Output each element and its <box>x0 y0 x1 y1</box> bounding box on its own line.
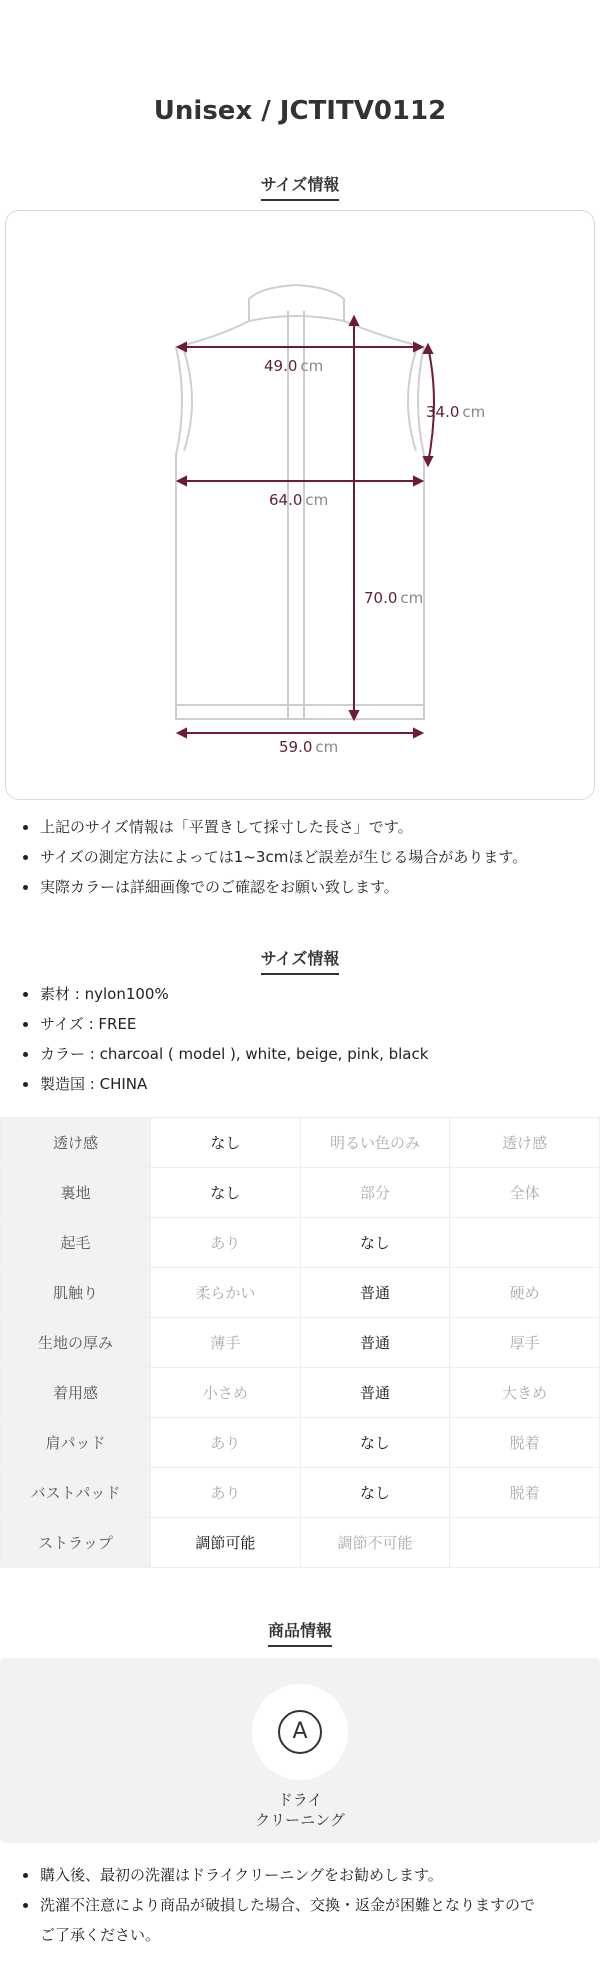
waist-measurement: 64.0 cm <box>269 491 329 509</box>
spec-item-size: サイズ : FREE <box>20 1009 590 1039</box>
size-note: 上記のサイズ情報は「平置きして採寸した長さ」です。 <box>20 812 590 842</box>
fabric-option: なし <box>300 1218 450 1268</box>
dry-clean-icon: A <box>278 1710 322 1754</box>
fabric-option: なし <box>300 1468 450 1518</box>
fabric-option <box>450 1218 600 1268</box>
fabric-row <box>1 1268 600 1318</box>
product-title: Unisex / JCTITV0112 <box>153 96 447 126</box>
size-diagram <box>5 210 595 800</box>
care-heading: 商品情報 <box>0 1618 600 1647</box>
spec-item-material: 素材 : nylon100% <box>20 979 590 1009</box>
fabric-option: 明るい色のみ <box>300 1118 450 1168</box>
fabric-option: 普通 <box>300 1318 450 1368</box>
spec-item-origin: 製造国 : CHINA <box>20 1069 590 1099</box>
fabric-row-label: 肌触り <box>1 1268 151 1318</box>
fabric-row-label: 生地の厚み <box>1 1318 151 1368</box>
fabric-option: あり <box>151 1468 301 1518</box>
spec-list <box>20 979 590 1099</box>
fabric-row <box>1 1318 600 1368</box>
armhole-measurement: 34.0 cm <box>426 403 486 421</box>
fabric-option: 厚手 <box>450 1318 600 1368</box>
chest-measurement: 49.0 cm <box>264 357 324 375</box>
length-measurement: 70.0 cm <box>364 589 424 607</box>
fabric-row <box>1 1218 600 1268</box>
fabric-option: あり <box>151 1418 301 1468</box>
fabric-option: 全体 <box>450 1168 600 1218</box>
size-notes <box>20 812 590 902</box>
fabric-row <box>1 1118 600 1168</box>
fabric-option: なし <box>151 1168 301 1218</box>
fabric-row-label: 透け感 <box>1 1118 151 1168</box>
fabric-option: 調節不可能 <box>300 1518 450 1568</box>
fabric-row-label: 裏地 <box>1 1168 151 1218</box>
care-note-continued: ご了承ください。 <box>40 1926 161 1944</box>
fabric-row <box>1 1468 600 1518</box>
fabric-option: 普通 <box>300 1368 450 1418</box>
spec-heading: サイズ情報 <box>0 946 600 975</box>
fabric-option: 柔らかい <box>151 1268 301 1318</box>
size-note: サイズの測定方法によっては1~3cmほど誤差が生じる場合があります。 <box>20 842 590 872</box>
care-note: 洗濯不注意により商品が破損した場合、交換・返金が困難となりますので <box>20 1890 590 1920</box>
fabric-option: 硬め <box>450 1268 600 1318</box>
care-notes <box>20 1860 590 1950</box>
care-note: 購入後、最初の洗濯はドライクリーニングをお勧めします。 <box>20 1860 590 1890</box>
fabric-option: 大きめ <box>450 1368 600 1418</box>
fabric-option: 普通 <box>300 1268 450 1318</box>
size-info-heading: サイズ情報 <box>0 172 600 201</box>
fabric-row-label: バストパッド <box>1 1468 151 1518</box>
care-box <box>0 1658 600 1843</box>
fabric-option: 小さめ <box>151 1368 301 1418</box>
care-label-line2: クリーニング <box>255 1811 345 1829</box>
care-label-line1: ドライ <box>277 1791 323 1809</box>
size-note: 実際カラーは詳細画像でのご確認をお願い致します。 <box>20 872 590 902</box>
care-icon-circle <box>252 1684 348 1780</box>
fabric-row <box>1 1418 600 1468</box>
fabric-row-label: 着用感 <box>1 1368 151 1418</box>
fabric-option: なし <box>300 1418 450 1468</box>
fabric-option <box>450 1518 600 1568</box>
fabric-option: 部分 <box>300 1168 450 1218</box>
fabric-option: なし <box>151 1118 301 1168</box>
fabric-option: 調節可能 <box>151 1518 301 1568</box>
fabric-row-label: 肩パッド <box>1 1418 151 1468</box>
fabric-row-label: ストラップ <box>1 1518 151 1568</box>
fabric-option: 透け感 <box>450 1118 600 1168</box>
fabric-option: 脱着 <box>450 1468 600 1518</box>
fabric-row <box>1 1168 600 1218</box>
fabric-row <box>1 1518 600 1568</box>
fabric-option: あり <box>151 1218 301 1268</box>
spec-item-color: カラー : charcoal ( model ), white, beige, pink, black <box>20 1039 590 1069</box>
fabric-row-label: 起毛 <box>1 1218 151 1268</box>
hem-measurement: 59.0 cm <box>279 738 339 756</box>
fabric-table <box>0 1117 600 1568</box>
fabric-option: 脱着 <box>450 1418 600 1468</box>
fabric-row <box>1 1368 600 1418</box>
fabric-option: 薄手 <box>151 1318 301 1368</box>
